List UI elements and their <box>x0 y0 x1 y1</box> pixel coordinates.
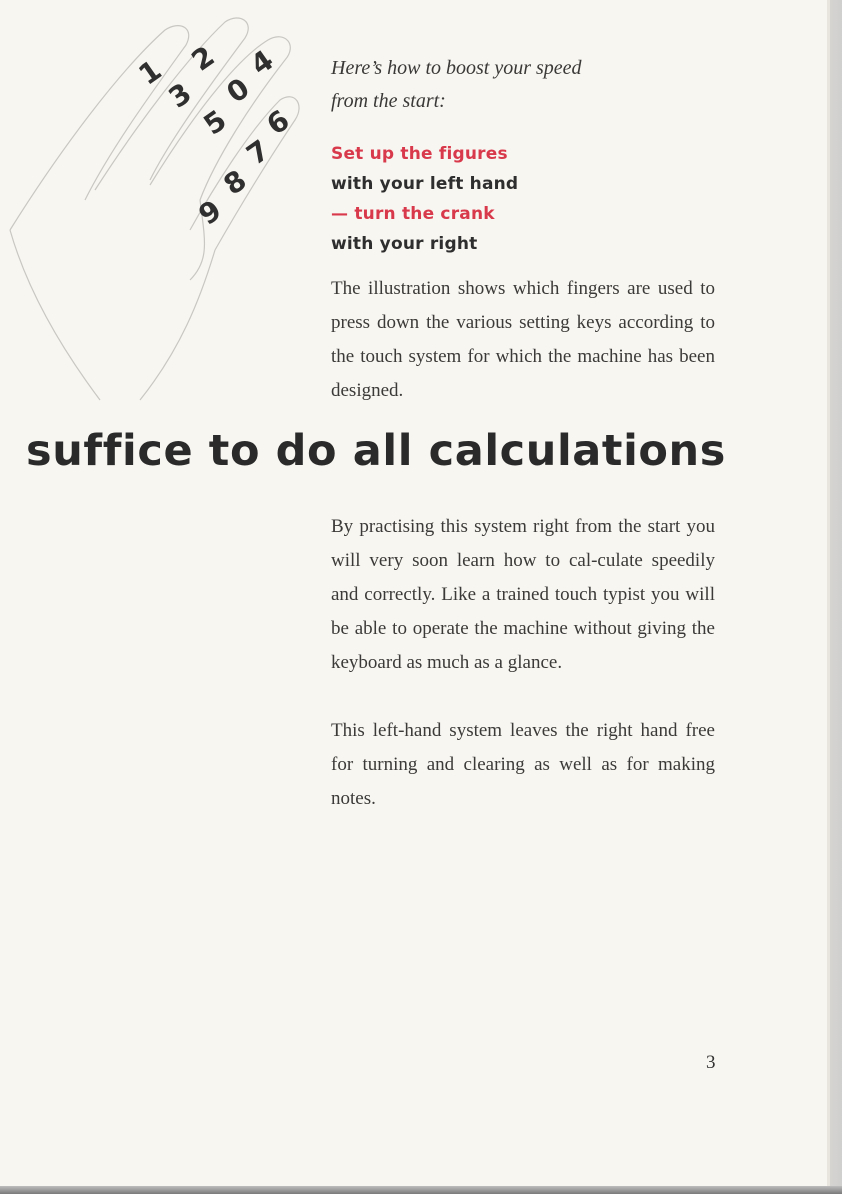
slogan-line: with your left hand <box>331 174 519 194</box>
slogan-line: with your right <box>331 234 478 254</box>
key-label: 3 <box>162 76 198 115</box>
paragraph-left-hand: This left-hand system leaves the right hand free for turning and clearing as well as for making notes. <box>331 720 715 809</box>
key-label: 8 <box>217 163 253 202</box>
intro-text <box>331 52 731 118</box>
key-label: 6 <box>260 103 296 142</box>
intro-line: from the start: <box>331 90 446 112</box>
key-label: 9 <box>192 193 228 232</box>
hand-illustration <box>0 0 320 420</box>
paragraph-practise: By practising this system right from the start you will very soon learn how to cal-culate speedily and correctly. Like a trained touch typist you will be able to operate the machine without giving the keyboard as much as a glance. <box>331 516 715 673</box>
key-label: 1 <box>132 53 168 92</box>
key-label: 0 <box>220 71 256 110</box>
page-number: 3 <box>706 1052 716 1073</box>
page-edge-right <box>830 0 842 1194</box>
key-label: 7 <box>240 133 276 172</box>
slogan <box>331 139 731 259</box>
slogan-line: Set up the figures <box>331 144 508 164</box>
paragraph-illustration: The illustration shows which fingers are used to press down the various setting keys according to the touch system for which the machine has been designed. <box>331 278 715 401</box>
page-edge-bottom <box>0 1186 842 1194</box>
key-label: 2 <box>185 39 221 78</box>
key-label: 4 <box>244 43 280 82</box>
headline: suffice to do all calculations <box>26 426 726 476</box>
key-label: 5 <box>197 103 233 142</box>
intro-line: Here’s how to boost your speed <box>331 57 582 79</box>
slogan-line: — turn the crank <box>331 204 495 224</box>
